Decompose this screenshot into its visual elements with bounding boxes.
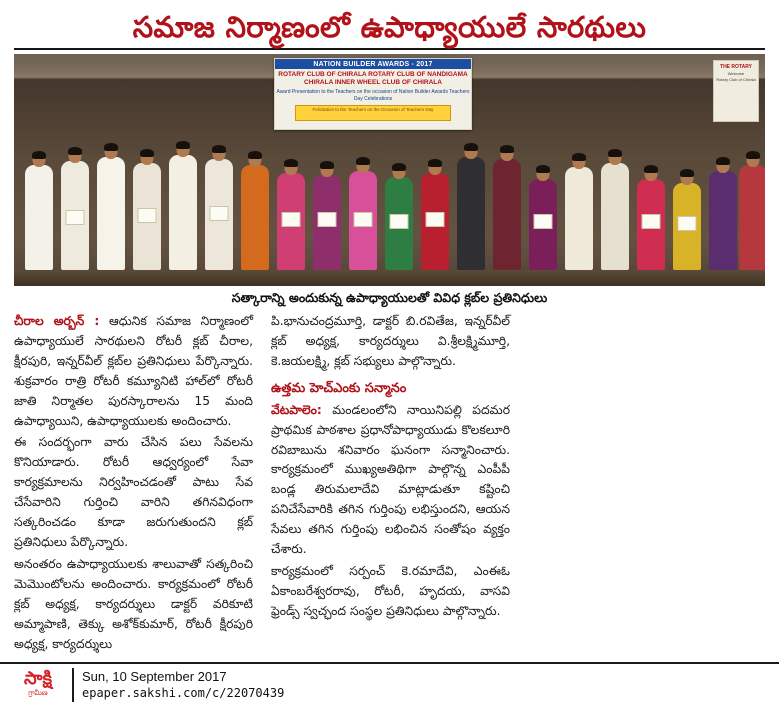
sub-headline: ఉత్తమ హెచ్‌ఎంకు సన్మానం <box>271 380 407 396</box>
side-banner <box>713 60 759 122</box>
side-banner-bottom: Rotary Club of Chirala <box>716 76 756 82</box>
paragraph: కార్యక్రమంలో సర్పంచ్ కె.రమాదేవి, ఎంఈఓ ఏకాంబరేశ్వరరావు, రోటరీ, హృదయ, వాసవి ఫ్రెండ్స్ స్వచ్ఛంద సంస్థల ప్రతినిధులు పాల్గొన్నారు. <box>271 564 510 618</box>
paragraph-text: మండలంలోని నాయినిపల్లి పదమర ప్రాథమిక పాఠశాల ప్రధానోపాధ్యాయుడు కొలకలూరి రవిబాబును శనివారం ఘనంగా సన్మానించారు. కార్యక్రమంలో ముఖ్యఅతిథిగా పాల్గొన్న ఎంపీపీ బండ్ల తిరుమలాదేవి మాట్లాడుతూ కష్టించి పనిచేసేవారికి తగిన గుర్తింపు లభిస్తుందని, ఆయన సేవలు తగిన గుర్తింపు లభించిన సంతోషం వ్యక్తం చేశారు. <box>271 402 510 557</box>
event-banner-clubs: ROTARY CLUB OF CHIRALA ROTARY CLUB OF NANDIGAMA CHIRALA INNER WHEEL CLUB OF CHIRALA <box>278 71 468 87</box>
photo-caption: సత్కారాన్ని అందుకున్న ఉపాధ్యాయులతో వివిధ క్లబ్‌ల ప్రతినిధులు <box>231 290 548 305</box>
person-figure <box>418 160 452 270</box>
person-figure <box>670 170 704 270</box>
paragraph: అనంతరం ఉపాధ్యాయులకు శాలువాతో సత్కరించి మెమొంటోలను అందించారు. కార్యక్రమంలో రోటరీ క్లబ్ అధ్యక్ష, కార్యదర్శులు డాక్టర్ వరికూటి అమ్మాపాణి, తెక్కు అశోక్‌కుమార్, రోటరీ క్షీరపురి అధ్యక్ష, కార్యదర్శులు <box>14 556 253 651</box>
person-figure <box>346 158 380 270</box>
event-banner <box>274 58 472 130</box>
article-body <box>14 312 765 652</box>
person-figure <box>238 152 272 270</box>
person-figure <box>736 152 765 270</box>
paragraph <box>14 312 253 431</box>
person-figure <box>490 146 524 270</box>
epaper-url[interactable]: epaper.sakshi.com/c/22070439 <box>82 686 285 700</box>
person-figure <box>706 158 740 270</box>
side-banner-mid: Welcome <box>727 71 745 76</box>
person-figure <box>310 162 344 270</box>
news-photo <box>14 54 765 286</box>
paragraph: పి.భానుచంద్రమూర్తి, డాక్టర్ బి.రవితేజ, ఇన్నర్‌వీల్ క్లబ్ అధ్యక్ష, కార్యదర్శులు వి.శ్రీలక్ష్మిమూర్తి, కె.జయలక్ష్మి, క్లబ్ సభ్యులు పాల్గొన్నారు. <box>271 314 510 368</box>
side-banner-top: THE ROTARY <box>720 64 752 70</box>
person-figure <box>130 150 164 270</box>
publication-date: Sun, 10 September 2017 <box>82 669 227 684</box>
stage-edge <box>14 270 765 286</box>
paragraph: ఈ సందర్భంగా వారు చేసిన పలు సేవలను కొనియాడారు. రోటరీ ఆధ్వర్యంలో సేవా కార్యక్రమాలను నిర్వహించడంతో పాటు సేవ చేసేవారిని గుర్తించి వారిని తగినవిధంగా సత్కరించడం కూడా జరుగుతుందని క్లబ్ ప్రతినిధులు పేర్కొన్నారు. <box>14 435 253 549</box>
paragraph <box>271 401 510 560</box>
person-figure <box>382 164 416 270</box>
person-figure <box>58 148 92 270</box>
person-figure <box>166 142 200 270</box>
column-right <box>271 312 510 652</box>
dateline: చీరాల అర్బన్ : <box>14 314 100 328</box>
paragraph-text: ఆధునిక సమాజ నిర్మాణంలో ఉపాధ్యాయులే సారథులని రోటరీ క్లబ్ చీరాల, క్షీరపురి, ఇన్నర్‌వీల్ క్లబ్‌ల ప్రతినిధులు పేర్కొన్నారు. శుక్రవారం రాత్రి రోటరీ కమ్యూనిటి హాల్‌లో రోటరీ జాతి నిర్మాతల పురస్కారాలను 15 మంది ఉపాధ్యాయిని, ఉపాధ్యాయులకు అందించారు. <box>14 314 253 428</box>
person-figure <box>634 166 668 270</box>
person-figure <box>598 150 632 270</box>
person-figure <box>22 152 56 270</box>
publication-logo <box>10 670 66 697</box>
logo-mark: సాక్షి <box>24 668 52 689</box>
event-banner-subtitle: Award Presentation to the Teachers on the occasion of Nation Builder Awards Teachers Day Celebrations <box>276 89 470 102</box>
column-left <box>14 312 253 652</box>
person-figure <box>94 144 128 270</box>
headline-band <box>14 8 765 50</box>
event-banner-note: Felicitation to the Teachers on the Occasion of Teachers Day <box>295 105 452 121</box>
footer-divider <box>72 668 74 702</box>
dateline: వేటపాలెం: <box>271 402 322 417</box>
person-figure <box>454 144 488 270</box>
person-figure <box>274 160 308 270</box>
footer-bar <box>0 662 779 708</box>
person-figure <box>202 146 236 270</box>
page-title: సమాజ నిర్మాణంలో ఉపాధ్యాయులే సారథులు <box>132 10 647 45</box>
person-figure <box>562 154 596 270</box>
photo-scene <box>14 54 765 286</box>
event-banner-title: NATION BUILDER AWARDS - 2017 <box>275 59 471 69</box>
logo-subtitle: గ్రామీణ <box>28 689 48 697</box>
person-figure <box>526 166 560 270</box>
